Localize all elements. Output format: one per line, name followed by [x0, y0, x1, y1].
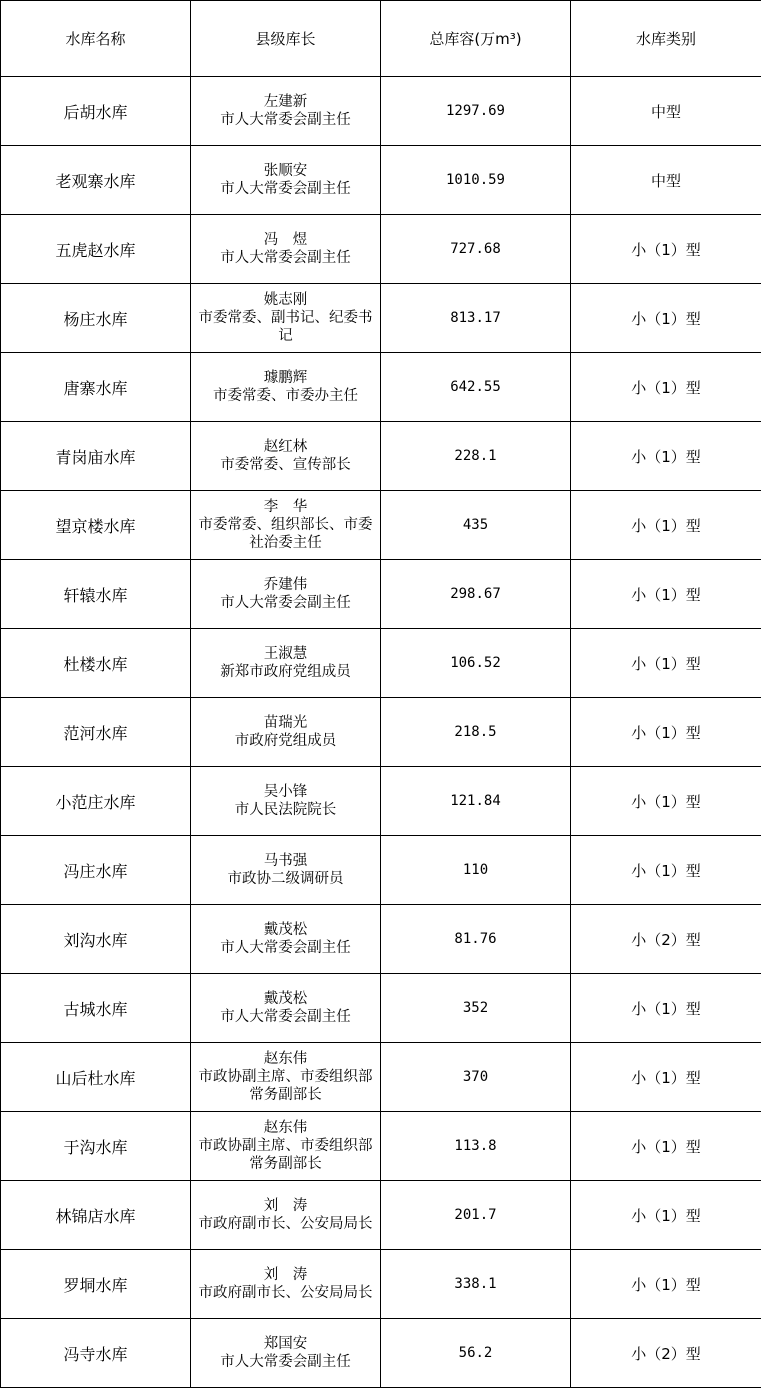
table-row — [1, 146, 761, 215]
county-chief-cell — [191, 698, 381, 767]
chief-title: 市委常委、市委办主任 — [213, 388, 358, 404]
reservoir-name-cell: 杨庄水库 — [1, 284, 191, 353]
total-capacity-cell: 110 — [381, 836, 571, 905]
chief-name: 刘 涛 — [263, 1267, 308, 1283]
total-capacity-cell: 113.8 — [381, 1112, 571, 1181]
reservoir-type-cell: 小（1）型 — [571, 629, 761, 698]
total-capacity-cell: 56.2 — [381, 1319, 571, 1388]
table-row — [1, 1181, 761, 1250]
chief-name: 赵东伟 — [263, 1051, 308, 1067]
reservoir-name-cell: 林锦店水库 — [1, 1181, 191, 1250]
reservoir-name-cell: 望京楼水库 — [1, 491, 191, 560]
chief-title: 市政协副主席、市委组织部常务副部长 — [198, 1138, 373, 1172]
county-chief-cell — [191, 422, 381, 491]
total-capacity-cell: 201.7 — [381, 1181, 571, 1250]
total-capacity-cell: 228.1 — [381, 422, 571, 491]
chief-name: 郑国安 — [263, 1336, 308, 1352]
county-chief-cell — [191, 77, 381, 146]
reservoir-type-cell: 小（2）型 — [571, 905, 761, 974]
reservoir-type-cell: 小（1）型 — [571, 353, 761, 422]
reservoir-type-cell: 中型 — [571, 77, 761, 146]
chief-title: 市人大常委会副主任 — [220, 181, 351, 197]
table-row — [1, 215, 761, 284]
chief-name: 张顺安 — [263, 163, 308, 179]
reservoir-type-cell: 小（1）型 — [571, 1250, 761, 1319]
reservoir-name-cell: 老观寨水库 — [1, 146, 191, 215]
chief-title: 市人大常委会副主任 — [220, 595, 351, 611]
reservoir-name-cell: 范河水库 — [1, 698, 191, 767]
chief-name: 苗瑞光 — [263, 715, 308, 731]
table-row — [1, 629, 761, 698]
county-chief-cell — [191, 836, 381, 905]
table-row — [1, 1250, 761, 1319]
table-row — [1, 698, 761, 767]
table-row — [1, 491, 761, 560]
reservoir-type-cell: 小（1）型 — [571, 284, 761, 353]
total-capacity-cell: 813.17 — [381, 284, 571, 353]
chief-name: 冯 煜 — [263, 232, 308, 248]
table-row — [1, 77, 761, 146]
total-capacity-cell: 106.52 — [381, 629, 571, 698]
reservoir-name-cell: 古城水库 — [1, 974, 191, 1043]
column-header-name: 水库名称 — [1, 1, 191, 77]
chief-name: 吴小锋 — [263, 784, 308, 800]
chief-name: 刘 涛 — [263, 1198, 308, 1214]
reservoir-name-cell: 于沟水库 — [1, 1112, 191, 1181]
chief-title: 市人大常委会副主任 — [220, 1354, 351, 1370]
total-capacity-cell: 727.68 — [381, 215, 571, 284]
total-capacity-cell: 1297.69 — [381, 77, 571, 146]
chief-title: 市委常委、组织部长、市委社治委主任 — [198, 517, 373, 551]
table-row — [1, 767, 761, 836]
reservoir-name-cell: 罗垌水库 — [1, 1250, 191, 1319]
column-header-capacity: 总库容(万m³) — [381, 1, 571, 77]
total-capacity-cell: 298.67 — [381, 560, 571, 629]
table-row — [1, 1043, 761, 1112]
reservoir-type-cell: 小（1）型 — [571, 698, 761, 767]
county-chief-cell — [191, 284, 381, 353]
total-capacity-cell: 352 — [381, 974, 571, 1043]
total-capacity-cell: 81.76 — [381, 905, 571, 974]
reservoir-type-cell: 中型 — [571, 146, 761, 215]
chief-name: 赵东伟 — [263, 1120, 308, 1136]
chief-name: 乔建伟 — [263, 577, 308, 593]
header-row — [1, 1, 761, 77]
chief-title: 市政府副市长、公安局局长 — [198, 1285, 373, 1301]
reservoir-name-cell: 冯庄水库 — [1, 836, 191, 905]
total-capacity-cell: 218.5 — [381, 698, 571, 767]
chief-title: 市政府党组成员 — [234, 733, 337, 749]
reservoir-type-cell: 小（2）型 — [571, 1319, 761, 1388]
total-capacity-cell: 338.1 — [381, 1250, 571, 1319]
chief-name: 左建新 — [263, 94, 308, 110]
total-capacity-cell: 642.55 — [381, 353, 571, 422]
chief-name: 李 华 — [263, 499, 308, 515]
reservoir-name-cell: 刘沟水库 — [1, 905, 191, 974]
county-chief-cell — [191, 1181, 381, 1250]
reservoir-name-cell: 后胡水库 — [1, 77, 191, 146]
reservoir-type-cell: 小（1）型 — [571, 422, 761, 491]
chief-title: 市委常委、宣传部长 — [220, 457, 351, 473]
chief-title: 新郑市政府党组成员 — [220, 664, 351, 680]
reservoir-name-cell: 杜楼水库 — [1, 629, 191, 698]
reservoir-type-cell: 小（1）型 — [571, 767, 761, 836]
chief-title: 市人民法院院长 — [234, 802, 337, 818]
chief-name: 戴茂松 — [263, 991, 308, 1007]
table-row — [1, 974, 761, 1043]
chief-title: 市人大常委会副主任 — [220, 1009, 351, 1025]
reservoir-name-cell: 山后杜水库 — [1, 1043, 191, 1112]
table-row — [1, 422, 761, 491]
county-chief-cell — [191, 1319, 381, 1388]
chief-name: 马书强 — [263, 853, 308, 869]
county-chief-cell — [191, 560, 381, 629]
reservoir-type-cell: 小（1）型 — [571, 560, 761, 629]
chief-name: 王淑慧 — [263, 646, 308, 662]
county-chief-cell — [191, 146, 381, 215]
chief-name: 璩鹏辉 — [263, 370, 308, 386]
chief-title: 市政协二级调研员 — [227, 871, 344, 887]
reservoir-name-cell: 唐寨水库 — [1, 353, 191, 422]
total-capacity-cell: 121.84 — [381, 767, 571, 836]
reservoir-name-cell: 轩辕水库 — [1, 560, 191, 629]
reservoir-type-cell: 小（1）型 — [571, 491, 761, 560]
table-row — [1, 1112, 761, 1181]
chief-title: 市政协副主席、市委组织部常务副部长 — [198, 1069, 373, 1103]
county-chief-cell — [191, 1250, 381, 1319]
reservoir-name-cell: 小范庄水库 — [1, 767, 191, 836]
total-capacity-cell: 370 — [381, 1043, 571, 1112]
chief-name: 姚志刚 — [263, 292, 308, 308]
reservoir-name-cell: 青岗庙水库 — [1, 422, 191, 491]
total-capacity-cell: 1010.59 — [381, 146, 571, 215]
county-chief-cell — [191, 215, 381, 284]
column-header-type: 水库类别 — [571, 1, 761, 77]
chief-title: 市人大常委会副主任 — [220, 112, 351, 128]
county-chief-cell — [191, 629, 381, 698]
column-header-leader: 县级库长 — [191, 1, 381, 77]
reservoir-type-cell: 小（1）型 — [571, 1043, 761, 1112]
table-row — [1, 284, 761, 353]
reservoir-type-cell: 小（1）型 — [571, 1112, 761, 1181]
chief-name: 赵红林 — [263, 439, 308, 455]
table-row — [1, 353, 761, 422]
chief-title: 市委常委、副书记、纪委书记 — [198, 310, 373, 344]
county-chief-cell — [191, 767, 381, 836]
county-chief-cell — [191, 1043, 381, 1112]
county-chief-cell — [191, 491, 381, 560]
county-chief-cell — [191, 353, 381, 422]
table-row — [1, 560, 761, 629]
reservoir-name-cell: 五虎赵水库 — [1, 215, 191, 284]
chief-title: 市政府副市长、公安局局长 — [198, 1216, 373, 1232]
reservoir-type-cell: 小（1）型 — [571, 836, 761, 905]
reservoir-name-cell: 冯寺水库 — [1, 1319, 191, 1388]
total-capacity-cell: 435 — [381, 491, 571, 560]
county-chief-cell — [191, 905, 381, 974]
chief-name: 戴茂松 — [263, 922, 308, 938]
reservoir-type-cell: 小（1）型 — [571, 215, 761, 284]
reservoir-type-cell: 小（1）型 — [571, 1181, 761, 1250]
county-chief-cell — [191, 1112, 381, 1181]
chief-title: 市人大常委会副主任 — [220, 250, 351, 266]
chief-title: 市人大常委会副主任 — [220, 940, 351, 956]
reservoir-type-cell: 小（1）型 — [571, 974, 761, 1043]
table-row — [1, 836, 761, 905]
table-row — [1, 1319, 761, 1388]
table-row — [1, 905, 761, 974]
county-chief-cell — [191, 974, 381, 1043]
